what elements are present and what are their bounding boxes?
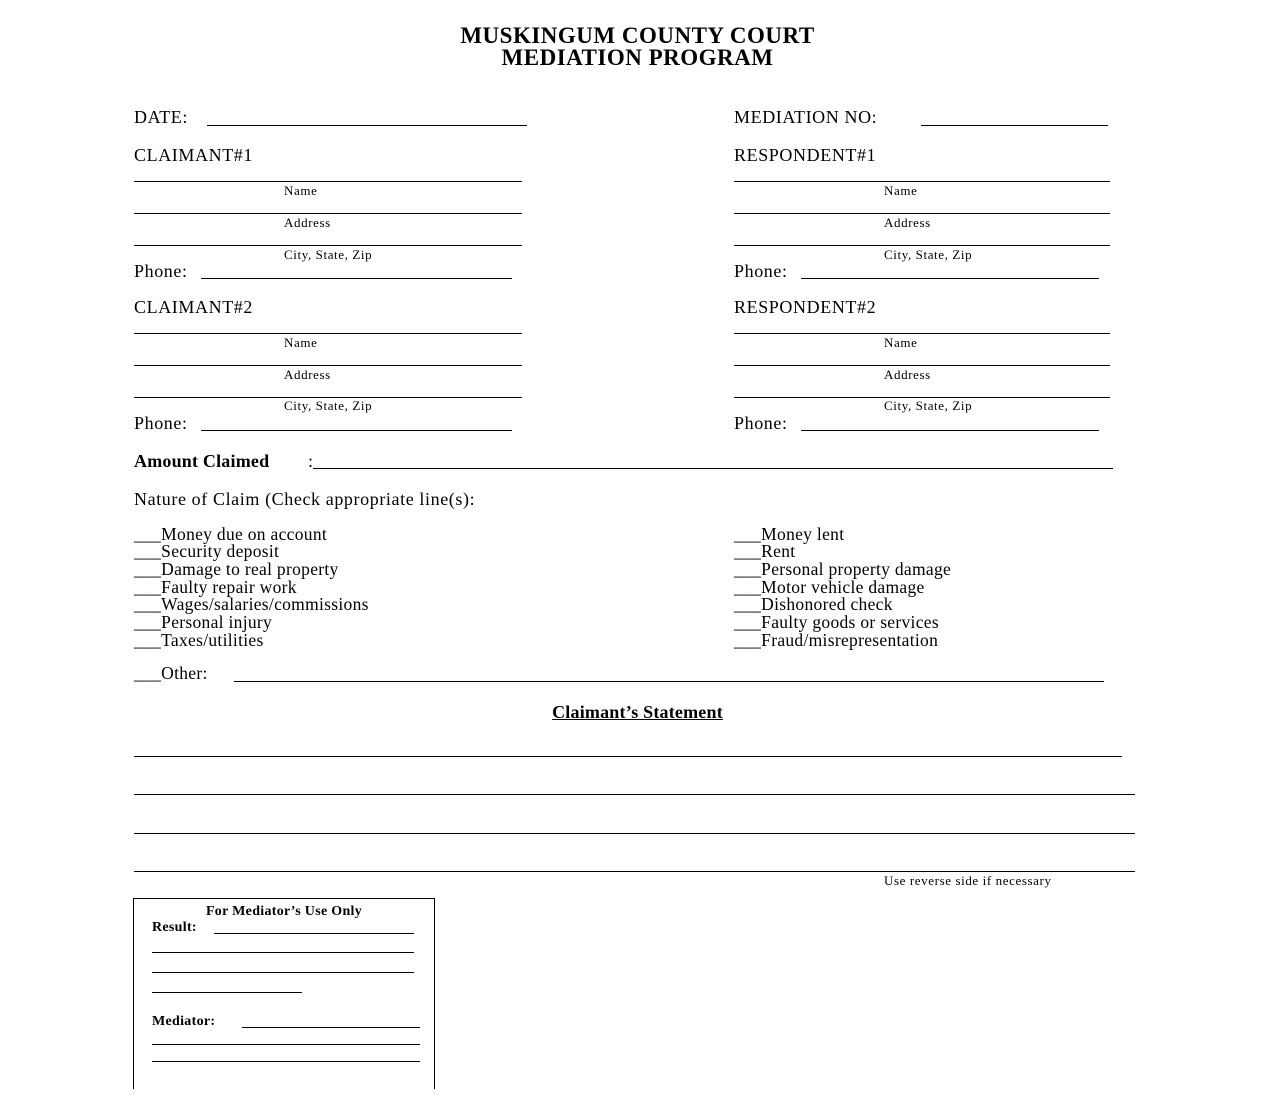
claim-option-faulty-goods[interactable] (734, 614, 939, 632)
claim-option-blank: ___ (734, 630, 762, 650)
result-field[interactable] (214, 933, 414, 934)
respondent2-address-field[interactable] (734, 365, 1110, 366)
respondent2-heading: RESPONDENT#2 (734, 297, 877, 317)
claimant1-address-caption: Address (284, 215, 331, 230)
respondent2-address-caption: Address (884, 367, 931, 382)
claim-option-label: Money due on account (161, 524, 328, 544)
claimant1-city-field[interactable] (134, 245, 522, 246)
claimant2-address-caption: Address (284, 367, 331, 382)
claim-option-blank: ___ (134, 559, 162, 579)
statement-line-2[interactable] (134, 794, 1135, 795)
claim-option-other-label: Other: (161, 663, 208, 683)
respondent1-name-caption: Name (884, 183, 918, 198)
claim-option-blank: ___ (134, 577, 162, 597)
nature-of-claim-heading: Nature of Claim (Check appropriate line(s): (134, 489, 476, 509)
claim-option-personal-property[interactable] (734, 561, 951, 579)
claim-option-blank: ___ (134, 630, 162, 650)
claimant2-phone-field[interactable] (201, 430, 512, 431)
mediator-label: Mediator: (152, 1014, 216, 1029)
claim-option-label: Personal injury (161, 612, 273, 632)
result-line-4[interactable] (152, 992, 302, 993)
claim-option-blank: ___ (734, 612, 762, 632)
claimant1-phone-label: Phone: (134, 261, 188, 281)
other-claim-field[interactable] (234, 681, 1104, 682)
mediator-line-2[interactable] (152, 1044, 420, 1045)
claimant1-address-field[interactable] (134, 213, 522, 214)
respondent2-phone-label: Phone: (734, 413, 788, 433)
claim-option-label: Wages/salaries/commissions (161, 594, 369, 614)
claim-option-dishonored-check[interactable] (734, 596, 893, 614)
claim-option-blank: ___ (134, 541, 162, 561)
reverse-side-note: Use reverse side if necessary (884, 873, 1052, 888)
claimant2-heading: CLAIMANT#2 (134, 297, 253, 317)
claim-option-fraud[interactable] (734, 632, 938, 650)
claimant1-name-caption: Name (284, 183, 318, 198)
claim-option-blank: ___ (734, 541, 762, 561)
claim-option-blank: ___ (734, 524, 762, 544)
claim-option-taxes-utilities[interactable] (134, 632, 264, 650)
claim-option-blank: ___ (734, 559, 762, 579)
claimant2-name-field[interactable] (134, 333, 522, 334)
respondent1-address-field[interactable] (734, 213, 1110, 214)
claim-option-blank: ___ (734, 594, 762, 614)
mediation-no-field[interactable] (921, 125, 1108, 126)
respondent1-phone-field[interactable] (801, 278, 1099, 279)
claim-option-label: Money lent (761, 524, 845, 544)
statement-line-1[interactable] (134, 756, 1122, 757)
respondent1-phone-label: Phone: (734, 261, 788, 281)
claim-option-blank: ___ (734, 577, 762, 597)
mediator-field[interactable] (242, 1027, 420, 1028)
respondent2-phone-field[interactable] (801, 430, 1099, 431)
respondent1-city-field[interactable] (734, 245, 1110, 246)
claim-option-label: Faulty goods or services (761, 612, 939, 632)
amount-claimed-field[interactable] (313, 468, 1113, 469)
claim-option-personal-injury[interactable] (134, 614, 272, 632)
claim-option-blank: ___ (134, 612, 162, 632)
date-label: DATE: (134, 107, 188, 127)
claimant2-address-field[interactable] (134, 365, 522, 366)
mediator-line-3[interactable] (152, 1061, 420, 1062)
claim-option-security-deposit[interactable] (134, 543, 279, 561)
date-field[interactable] (207, 125, 527, 126)
mediator-box-heading: For Mediator’s Use Only (205, 904, 363, 919)
claimant1-city-caption: City, State, Zip (284, 247, 373, 262)
claim-option-blank: ___ (134, 594, 162, 614)
claim-option-other[interactable] (134, 665, 208, 683)
result-line-2[interactable] (152, 952, 414, 953)
claim-option-label: Security deposit (161, 541, 280, 561)
claimant2-name-caption: Name (284, 335, 318, 350)
amount-claimed-colon: : (308, 451, 314, 471)
form-title: MUSKINGUM COUNTY COURT (460, 23, 815, 48)
claim-option-label: Personal property damage (761, 559, 952, 579)
claim-option-label: Rent (761, 541, 796, 561)
respondent1-name-field[interactable] (734, 181, 1110, 182)
claim-option-label: Damage to real property (161, 559, 339, 579)
claim-option-label: Fraud/misrepresentation (761, 630, 939, 650)
claim-option-label: Dishonored check (761, 594, 893, 614)
form-subtitle: MEDIATION PROGRAM (501, 45, 774, 70)
respondent1-heading: RESPONDENT#1 (734, 145, 877, 165)
mediation-no-label: MEDIATION NO: (734, 107, 878, 127)
claim-option-blank: ___ (134, 663, 162, 683)
respondent2-name-field[interactable] (734, 333, 1110, 334)
result-line-3[interactable] (152, 972, 414, 973)
claim-option-blank: ___ (134, 524, 162, 544)
claim-option-damage-real-property[interactable] (134, 561, 339, 579)
claimant1-heading: CLAIMANT#1 (134, 145, 253, 165)
claim-option-label: Taxes/utilities (161, 630, 264, 650)
amount-claimed-label: Amount Claimed (134, 451, 270, 471)
respondent2-name-caption: Name (884, 335, 918, 350)
claim-option-rent[interactable] (734, 543, 795, 561)
statement-line-3[interactable] (134, 833, 1135, 834)
claimant2-city-caption: City, State, Zip (284, 398, 373, 413)
respondent1-address-caption: Address (884, 215, 931, 230)
claimants-statement-heading: Claimant’s Statement (552, 702, 723, 722)
result-label: Result: (152, 920, 197, 935)
claim-option-label: Faulty repair work (161, 577, 297, 597)
statement-line-4[interactable] (134, 871, 1135, 872)
claim-option-wages[interactable] (134, 596, 369, 614)
respondent1-city-caption: City, State, Zip (884, 247, 973, 262)
claimant2-phone-label: Phone: (134, 413, 188, 433)
respondent2-city-caption: City, State, Zip (884, 398, 973, 413)
claim-option-label: Motor vehicle damage (761, 577, 925, 597)
claimant1-phone-field[interactable] (201, 278, 512, 279)
claimant1-name-field[interactable] (134, 181, 522, 182)
